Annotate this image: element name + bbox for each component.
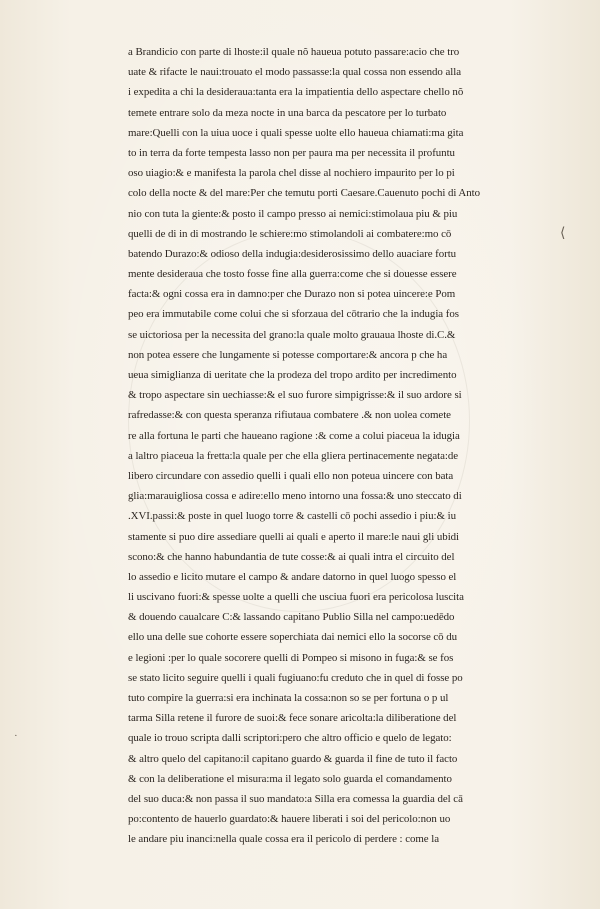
text-line: facta:& ogni cossa era in damno:per che Durazo non si potea uincere:e Pom (128, 288, 456, 301)
text-line: a Brandicio con parte di lhoste:il quale nõ haueua potuto passare:acio che tro (128, 46, 460, 58)
marginal-mark: ⟨ (560, 226, 566, 241)
text-line: & tropo aspectare sin uechiasse:& el suo furore simpigrisse:& il suo ardore si (128, 389, 462, 402)
text-line: & altro quelo del capitano:il capitano guardo & guarda il fine de tuto il facto (128, 752, 458, 765)
text-line: & con la deliberatione el misura:ma il legato solo guarda el comandamento (128, 772, 452, 785)
text-line: po:contento de hauerlo guardato:& hauere liberati i soi del pericolo:non uo (128, 813, 451, 826)
text-line: li uscivano fuori:& spesse uolte a quelli che usciua fuori era pericolosa luscita (128, 591, 464, 604)
text-line: & douendo caualcare C:& lassando capitano Publio Silla nel campo:uedēdo (128, 611, 455, 624)
text-block (128, 42, 558, 850)
text-line: libero circundare con assedio quelli i quali ello non poteua uincere con bata (128, 469, 454, 482)
text-line: ello una delle sue cohorte essere soperchiata dai nemici ello la socorse cō du (128, 631, 458, 644)
text-line: tarma Silla retene il furore de suoi:& fece sonare aricolta:la diliberatione del (128, 712, 457, 725)
text-line: batendo Durazo:& odioso della indugia:desiderosissimo dello auaciare fortu (128, 247, 457, 260)
text-line: non potea essere che lungamente si potesse comportare:& ancora p che ha (128, 348, 448, 361)
text-line: mente desideraua che tosto fosse fine alla guerra:come che si douesse essere (128, 268, 457, 281)
text-line: rafredasse:& con questa speranza rifiutaua combatere .& non uolea comete (128, 409, 451, 422)
text-line: temete entrare solo da meza nocte in una barca da pescatore per lo turbato (128, 106, 447, 119)
text-line: se stato licito seguire quelli i quali fugiuano:fu creduto che in quel di fosse po (128, 671, 463, 684)
text-line: nio con tuta la giente:& posto il campo presso ai nemici:stimolaua piu & piu (128, 207, 458, 220)
ink-speck: · (14, 730, 18, 742)
text-line: del suo duca:& non passa il suo mandato:a Silla era comessa la guardia del cā (128, 792, 463, 805)
text-line: .XVI.passi:& poste in quel luogo torre & castelli cō pochi assedio i piu:& iu (128, 510, 456, 523)
text-line: scono:& che hanno habundantia de tute cosse:& ai quali intra el circuito del (128, 550, 455, 563)
text-line: oso uiagio:& e manifesta la parola chel disse al nochiero impaurito per lo pi (128, 167, 455, 180)
text-line: e legioni :per lo quale socorere quelli di Pompeo si misono in fuga:& se fos (128, 651, 454, 664)
text-line: ueua simiglianza di ueritate che la prodeza del tropo ardito per incredimento (128, 369, 457, 381)
text-line: tuto compire la guerra:si era inchinata la cossa:non so se per fortuna o p ul (128, 692, 449, 704)
text-line: to in terra da forte tempesta lasso non per paura ma per necessita il profuntu (128, 146, 455, 159)
text-line: uate & rifacte le naui:trouato el modo passasse:la qual cossa non essendo alla (128, 66, 461, 79)
text-line: lo assedio e licito mutare el campo & andare datorno in quel luogo spesso el (128, 570, 457, 583)
text-line: se uictoriosa per la necessita del grano:la quale molto grauaua lhoste di.C.& (128, 328, 456, 341)
text-line: i expedita a chi la desideraua:tanta era la impatientia dello aspectare chello nõ (128, 86, 464, 99)
text-line: re alla fortuna le parti che haueano ragione :& come a colui piaceua la idugia (128, 429, 460, 442)
text-line: peo era immutabile come colui che si sforzaua del cōtrario che la indugia fos (128, 308, 459, 321)
text-line: stamente si puo dire assediare quelli ai quali e aperto il mare:le naui gli ubidi (128, 530, 460, 543)
text-line: le andare piu inanci:nella quale cossa era il pericolo di perdere : come la (128, 833, 440, 846)
text-line: quelli de di in di mostrando le schiere:mo stimolandoli ai combatere:mo cō (128, 227, 452, 240)
text-line: a laltro piaceua la fretta:la quale per che ella gliera pertinacemente negata:de (128, 449, 459, 462)
text-line: colo della nocte & del mare:Per che temutu porti Caesare.Cauenuto pochi di Anto (128, 187, 481, 200)
text-line: quale io trouo scripta dalli scriptori:pero che altro officio e quelo de legato: (128, 732, 452, 745)
text-line: mare:Quelli con la uiua uoce i quali spesse uolte ello haueua chiamati:ma gita (128, 126, 464, 139)
text-line: glia:marauigliosa cossa e adire:ello meno intorno una fossa:& uno steccato di (128, 490, 462, 503)
